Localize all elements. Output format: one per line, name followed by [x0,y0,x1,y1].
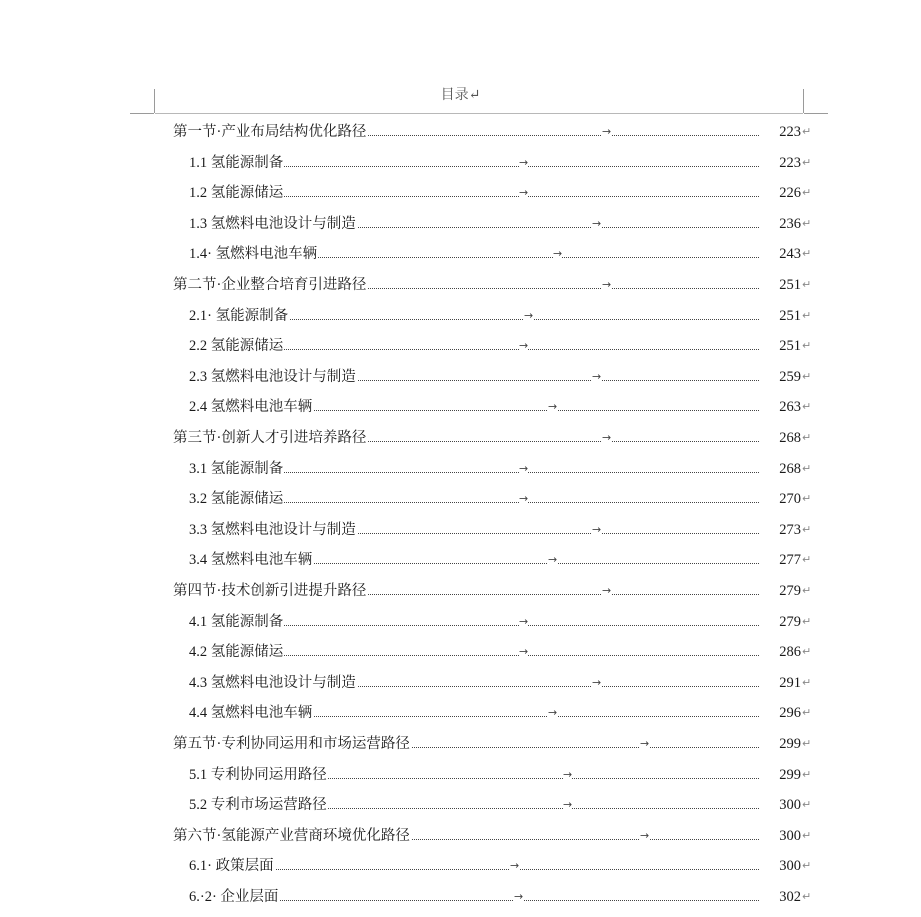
toc-entry-page-number: 251 [759,273,801,297]
tab-arrow-mark: → [519,151,528,175]
tab-arrow-mark: → [563,763,572,787]
toc-entry-page-number: 226 [759,181,801,205]
header-rule [155,113,803,114]
paragraph-mark-icon: ↵ [802,308,812,322]
paragraph-mark-icon: ↵ [802,675,812,689]
paragraph-mark-icon: ↵ [802,828,812,842]
tab-arrow-mark: → [602,273,611,297]
tab-arrow-mark: → [519,487,528,511]
toc-entry-page-number: 251 [759,304,801,328]
paragraph-mark-icon: ↵ [802,492,812,506]
toc-entry-page-number: 268 [759,426,801,450]
toc-entry-label: 2.1· 氢能源制备 [189,304,289,328]
paragraph-mark-icon: ↵ [802,798,812,812]
paragraph-mark-icon: ↵ [802,431,812,444]
dot-leader [196,869,773,870]
tab-arrow-mark: → [640,824,649,848]
tab-arrow-mark: → [563,793,572,817]
toc-entry-label: 3.4 氢燃料电池车辆 [189,548,313,572]
toc-entry-page-number: 279 [759,610,801,634]
paragraph-mark-icon: ↵ [802,614,812,628]
toc-entry-label: 4.3 氢燃料电池设计与制造 [189,671,357,695]
toc-entry[interactable] [0,457,921,481]
toc-entry[interactable] [0,273,921,297]
paragraph-mark-icon: ↵ [802,553,812,567]
toc-entry[interactable] [0,487,921,511]
toc-entry-label: 3.3 氢燃料电池设计与制造 [189,518,357,542]
toc-entry-page-number: 302 [759,885,801,909]
paragraph-mark-icon: ↵ [802,186,812,200]
toc-entry[interactable] [0,151,921,175]
toc-entry[interactable] [0,181,921,205]
paragraph-mark-icon: ↵ [802,369,812,383]
tab-arrow-mark: → [592,671,601,695]
toc-entry[interactable] [0,518,921,542]
toc-entry[interactable] [0,854,921,878]
paragraph-mark-icon: ↵ [802,706,812,720]
toc-entry-label: 第四节·技术创新引进提升路径 [173,579,367,603]
toc-entry[interactable] [0,732,921,756]
toc-entry-label: 2.3 氢燃料电池设计与制造 [189,365,357,389]
tab-arrow-mark: → [510,854,519,878]
toc-entry-page-number: 291 [759,671,801,695]
tab-arrow-mark: → [602,579,611,603]
paragraph-mark-icon: ↵ [802,890,812,903]
toc-entry[interactable] [0,610,921,634]
toc-entry-page-number: 279 [759,579,801,603]
crop-mark-top-right-horizontal [804,113,828,114]
toc-entry-label: 第五节·专利协同运用和市场运营路径 [173,732,411,756]
tab-arrow-mark: → [553,242,562,266]
toc-entry-page-number: 236 [759,212,801,236]
toc-entry-page-number: 299 [759,732,801,756]
tab-arrow-mark: → [548,395,557,419]
toc-entry-label: 1.3 氢燃料电池设计与制造 [189,212,357,236]
toc-entry-label: 3.1 氢能源制备 [189,457,284,481]
tab-arrow-mark: → [592,518,601,542]
toc-entry-label: 5.2 专利市场运营路径 [189,793,328,817]
toc-entry-label: 第三节·创新人才引进培养路径 [173,426,367,450]
toc-entry-page-number: 223 [759,151,801,175]
toc-entry[interactable] [0,671,921,695]
toc-entry[interactable] [0,212,921,236]
toc-entry-page-number: 243 [759,242,801,266]
toc-entry-page-number: 251 [759,334,801,358]
crop-mark-top-left-horizontal [130,113,154,114]
toc-entry-page-number: 300 [759,793,801,817]
toc-entry-label: 4.4 氢燃料电池车辆 [189,701,313,725]
toc-header-title: 目录↵ [440,88,481,103]
toc-entry-label: 第一节·产业布局结构优化路径 [173,120,367,144]
toc-entry-page-number: 259 [759,365,801,389]
tab-arrow-mark: → [519,610,528,634]
tab-arrow-mark: → [640,732,649,756]
toc-entry-page-number: 223 [759,120,801,144]
tab-arrow-mark: → [514,885,523,909]
toc-entry[interactable] [0,242,921,266]
toc-entry-page-number: 286 [759,640,801,664]
toc-entry-label: 第六节·氢能源产业营商环境优化路径 [173,824,411,848]
paragraph-mark-icon: ↵ [802,125,812,138]
tab-arrow-mark: → [519,181,528,205]
toc-entry-page-number: 300 [759,854,801,878]
toc-entry-page-number: 263 [759,395,801,419]
toc-entry[interactable] [0,334,921,358]
toc-entry-label: 1.4· 氢燃料电池车辆 [189,242,318,266]
tab-arrow-mark: → [602,426,611,450]
toc-entry[interactable] [0,579,921,603]
toc-entry-label: 4.1 氢能源制备 [189,610,284,634]
dot-leader [196,900,773,901]
tab-arrow-mark: → [602,120,611,144]
tab-arrow-mark: → [548,548,557,572]
paragraph-mark-icon: ↵ [802,278,812,291]
toc-entry-label: 6.·2· 企业层面 [189,885,279,909]
toc-entry-label: 2.4 氢燃料电池车辆 [189,395,313,419]
paragraph-mark-icon: ↵ [802,584,812,597]
paragraph-mark-icon: ↵ [802,461,812,475]
toc-entry[interactable] [0,365,921,389]
toc-entry-page-number: 277 [759,548,801,572]
toc-entry[interactable] [0,793,921,817]
tab-arrow-mark: → [592,365,601,389]
paragraph-mark-icon: ↵ [802,339,812,353]
paragraph-mark-icon: ↵ [802,645,812,659]
toc-entry-page-number: 273 [759,518,801,542]
toc-entry-label: 5.1 专利协同运用路径 [189,763,328,787]
paragraph-mark-icon: ↵ [802,767,812,781]
toc-entry[interactable] [0,304,921,328]
toc-entry-page-number: 296 [759,701,801,725]
toc-entry[interactable] [0,763,921,787]
toc-entry-label: 6.1· 政策层面 [189,854,275,878]
toc-entry-label: 3.2 氢能源储运 [189,487,284,511]
paragraph-mark-icon: ↵ [802,737,812,750]
toc-entry[interactable] [0,548,921,572]
toc-entry-page-number: 300 [759,824,801,848]
tab-arrow-mark: → [524,304,533,328]
toc-entry-label: 4.2 氢能源储运 [189,640,284,664]
toc-entry-label: 1.2 氢能源储运 [189,181,284,205]
paragraph-mark-icon: ↵ [802,400,812,414]
toc-entry-label: 第二节·企业整合培育引进路径 [173,273,367,297]
toc-entry[interactable] [0,824,921,848]
toc-entry[interactable] [0,885,921,909]
toc-entry[interactable] [0,395,921,419]
toc-entry[interactable] [0,701,921,725]
toc-entry-page-number: 299 [759,763,801,787]
toc-entry-page-number: 270 [759,487,801,511]
paragraph-mark-icon: ↵ [802,155,812,169]
paragraph-mark-icon: ↵ [802,216,812,230]
paragraph-mark-icon: ↵ [802,522,812,536]
tab-arrow-mark: → [519,457,528,481]
tab-arrow-mark: → [592,212,601,236]
paragraph-mark-icon: ↵ [802,247,812,261]
toc-entry[interactable] [0,640,921,664]
tab-arrow-mark: → [519,640,528,664]
toc-entry-label: 2.2 氢能源储运 [189,334,284,358]
paragraph-mark-icon: ↵ [802,859,812,873]
toc-entry-page-number: 268 [759,457,801,481]
tab-arrow-mark: → [548,701,557,725]
toc-entry-label: 1.1 氢能源制备 [189,151,284,175]
tab-arrow-mark: → [519,334,528,358]
toc-entry[interactable] [0,426,921,450]
toc-entry[interactable] [0,120,921,144]
